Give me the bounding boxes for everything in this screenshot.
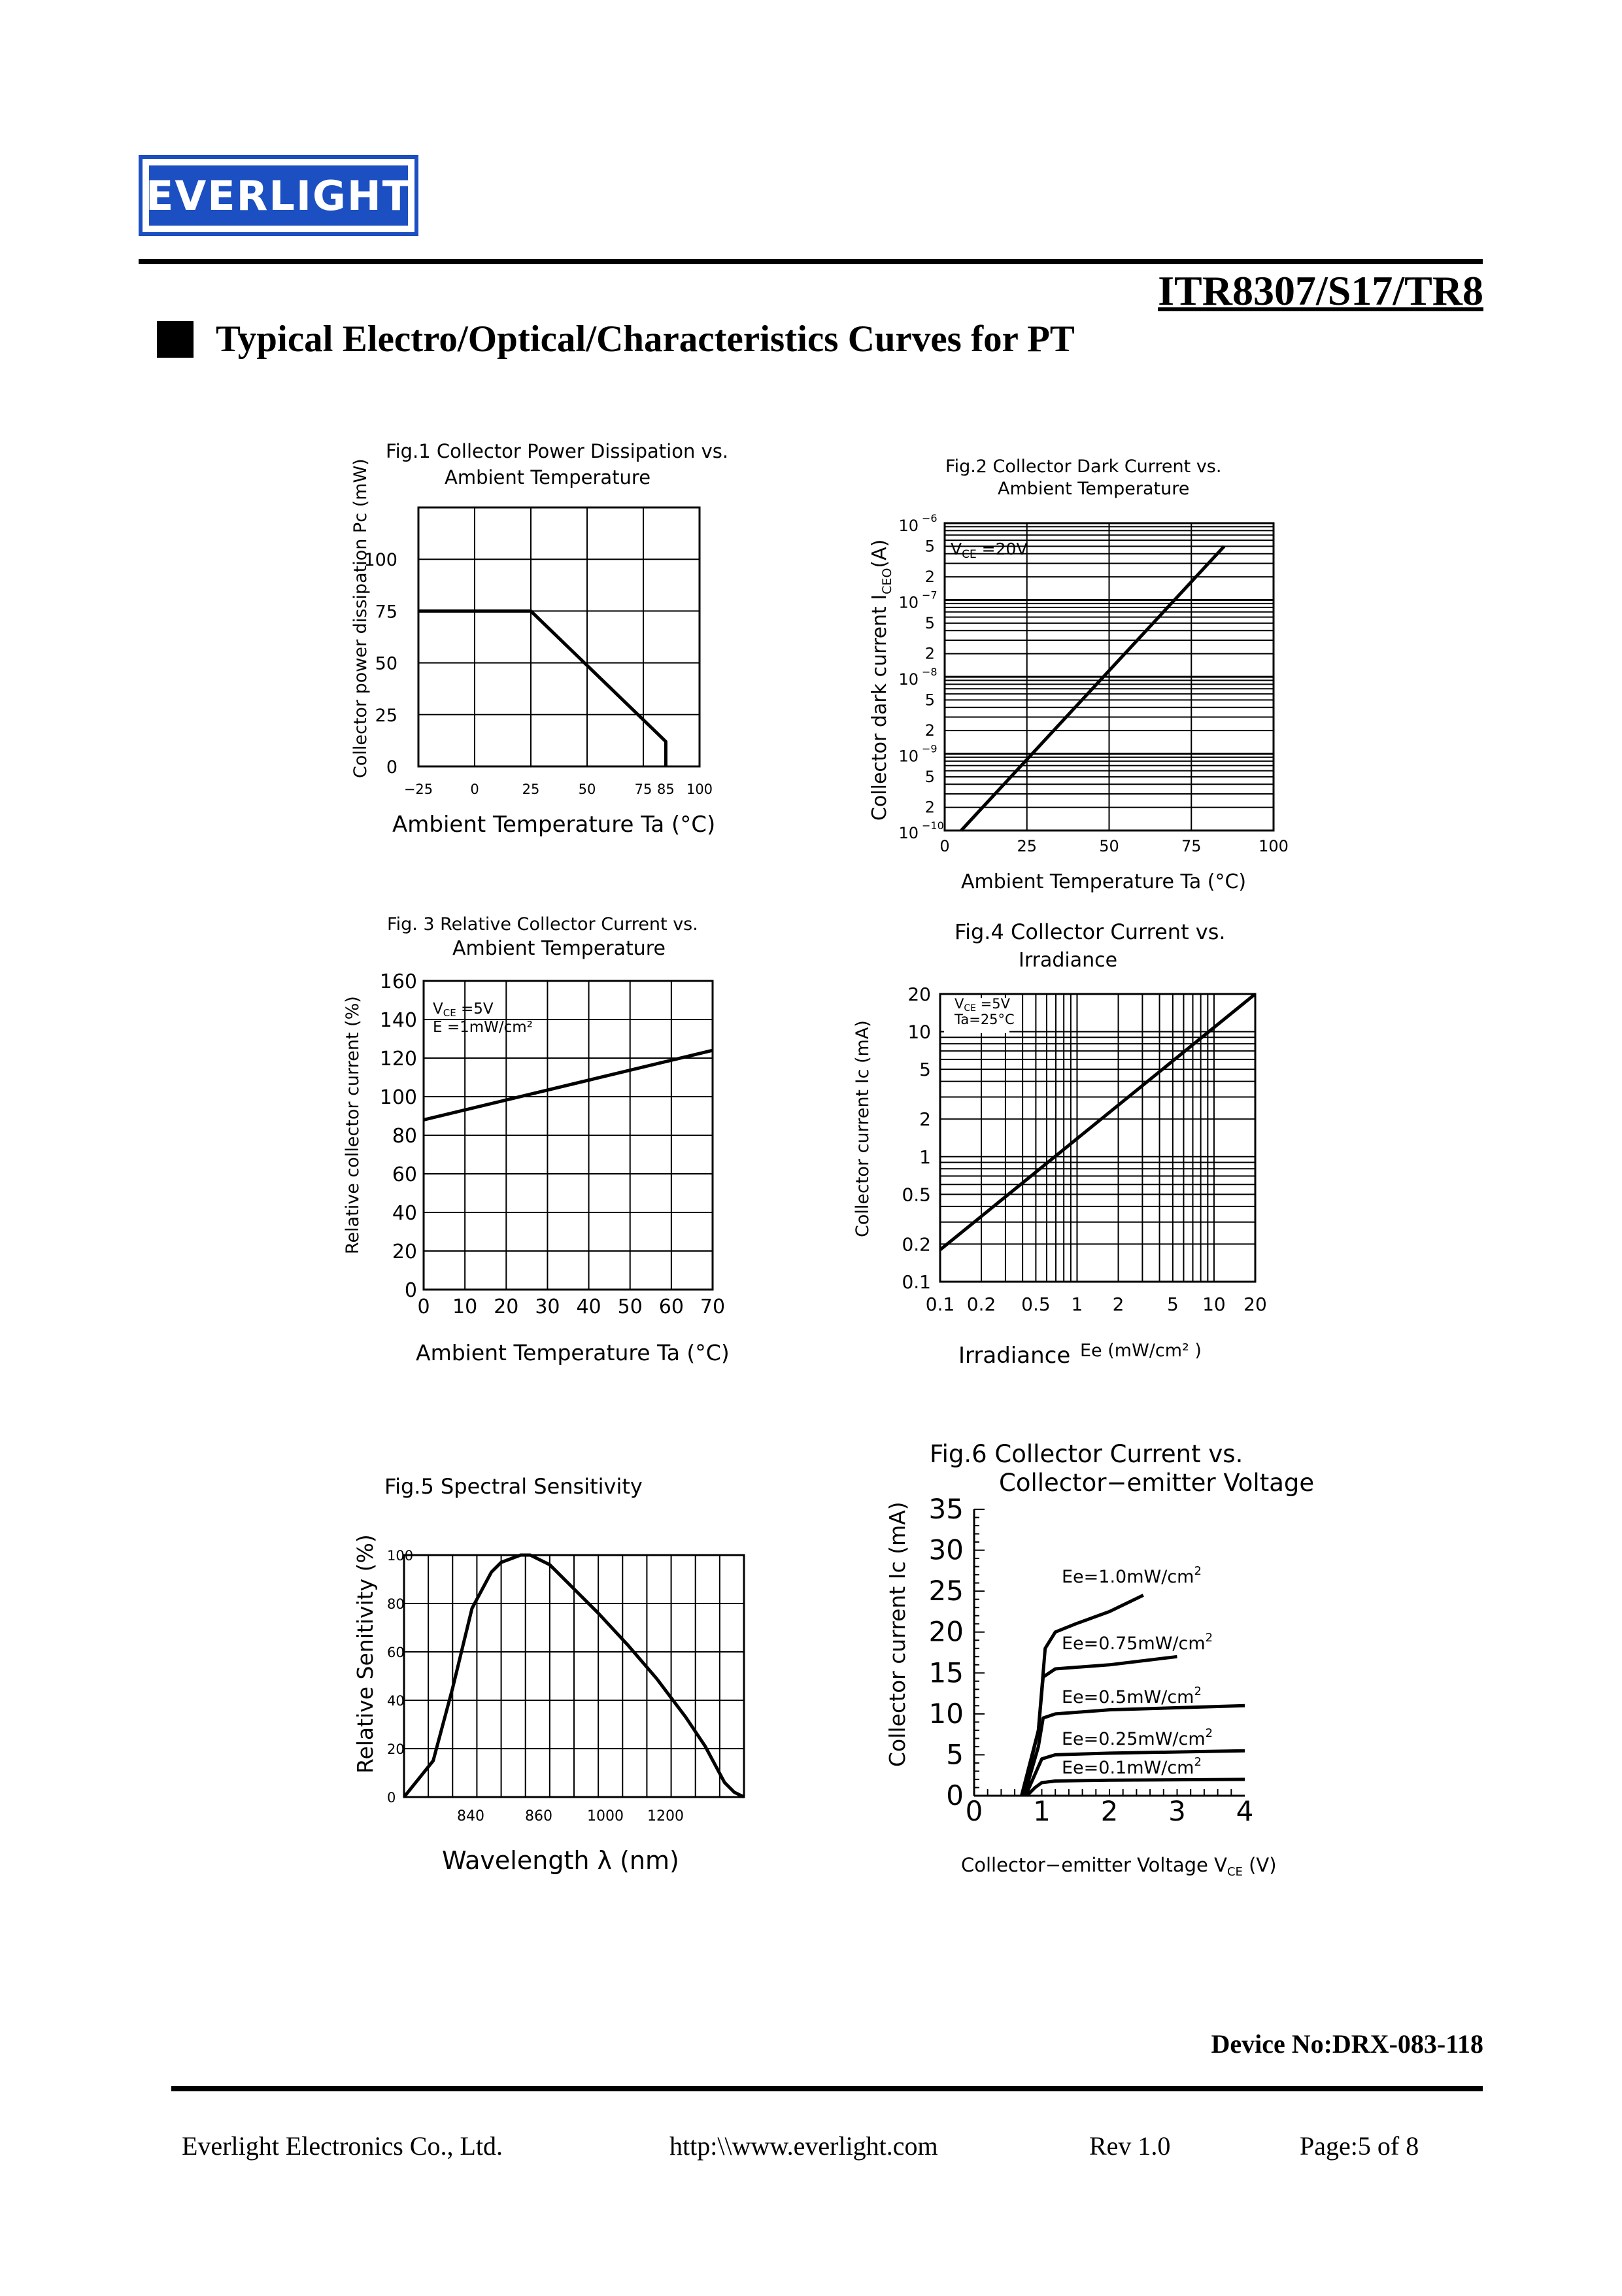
- y-decade-label: 10: [898, 517, 919, 535]
- y-tick-label: 15: [928, 1656, 964, 1689]
- fig4-chart: [853, 919, 1267, 1369]
- annotation-var: V: [951, 540, 962, 558]
- fig1-y-axis-label: Collector power dissipation Pc (mW): [350, 458, 371, 778]
- x-tick-label: 0.2: [966, 1294, 996, 1315]
- y-tick-label: 20: [392, 1241, 417, 1263]
- x-tick-label: 50: [1099, 837, 1119, 855]
- fig3-annotation-line1: [433, 1001, 494, 1019]
- y-tick-label: 40: [387, 1693, 405, 1709]
- y-minor-label: 2: [924, 721, 935, 740]
- fig4-y-axis-label: Collector current Ic (mA): [853, 1020, 873, 1237]
- y-tick-label: 75: [375, 602, 397, 623]
- x-tick-label: 1200: [647, 1808, 684, 1825]
- annotation-sub: CE: [443, 1007, 456, 1019]
- footer-rule: [171, 2086, 1483, 2091]
- x-tick-label: 20: [494, 1295, 519, 1318]
- x-tick-label: 0: [470, 781, 479, 797]
- y-minor-label: 2: [924, 568, 935, 587]
- fig6-series-label: [1062, 1631, 1213, 1654]
- fig3-title-line2: Ambient Temperature: [452, 937, 666, 960]
- fig5-x-axis-label: Wavelength λ (nm): [442, 1846, 679, 1875]
- annotation-sub: CE: [964, 1003, 976, 1014]
- x-tick-label: 860: [525, 1808, 552, 1825]
- y-label-text: Collector dark current I: [868, 594, 891, 821]
- y-minor-label: 5: [924, 691, 935, 710]
- x-tick-label: 10: [1202, 1294, 1226, 1315]
- series-label-superscript: 2: [1194, 1564, 1202, 1578]
- x-tick-label: 0: [417, 1295, 430, 1318]
- fig1-x-axis-label: Ambient Temperature Ta (°C): [392, 812, 716, 838]
- y-tick-label: 5: [919, 1059, 931, 1081]
- x-tick-label: 4: [1236, 1795, 1254, 1827]
- y-tick-label: 0: [404, 1279, 417, 1302]
- y-tick-label: 80: [387, 1596, 405, 1612]
- x-tick-label: 100: [686, 781, 713, 797]
- fig1-series-line: [418, 611, 666, 766]
- fig2-title-line1: Fig.2 Collector Dark Current vs.: [945, 456, 1222, 477]
- x-tick-label: 840: [457, 1808, 484, 1825]
- y-minor-label: 5: [924, 767, 935, 786]
- y-tick-label: 25: [375, 705, 397, 726]
- device-number: Device No:DRX-083-118: [1211, 2029, 1483, 2059]
- y-tick-label: 140: [379, 1009, 417, 1032]
- y-tick-label: 5: [946, 1738, 964, 1771]
- x-tick-label: 75: [1181, 837, 1202, 855]
- model-number: ITR8307/S17/TR8: [1158, 267, 1483, 314]
- series-label-text: Ee=0.25mW/cm: [1062, 1729, 1206, 1749]
- x-tick-label: 5: [1166, 1294, 1179, 1315]
- x-tick-label: 0: [939, 837, 950, 855]
- y-tick-label: 40: [392, 1202, 417, 1225]
- y-decade-label: 10: [898, 670, 919, 689]
- fig1-chart: [350, 440, 728, 838]
- series-label-superscript: 2: [1194, 1685, 1202, 1698]
- x-tick-label: 50: [578, 781, 596, 797]
- x-tick-label: 2: [1100, 1795, 1119, 1827]
- x-tick-label: 40: [576, 1295, 601, 1318]
- fig4-annotation-line1: [955, 996, 1011, 1014]
- x-tick-label: 25: [1017, 837, 1038, 855]
- fig5-title: Fig.5 Spectral Sensitivity: [384, 1474, 643, 1499]
- x-tick-label: 60: [658, 1295, 684, 1318]
- x-tick-label: 0: [965, 1795, 983, 1827]
- y-tick-label: 20: [387, 1741, 405, 1757]
- fig4-title-line2: Irradiance: [1019, 949, 1118, 972]
- y-tick-label: 30: [928, 1534, 964, 1566]
- y-decade-exponent: −8: [922, 666, 938, 678]
- y-minor-label: 5: [924, 613, 935, 632]
- series-label-text: Ee=1.0mW/cm: [1062, 1567, 1194, 1587]
- y-tick-label: 120: [379, 1048, 417, 1071]
- y-tick-label: 0: [386, 757, 397, 778]
- fig6-chart: [885, 1440, 1314, 1879]
- y-decade-exponent: −9: [922, 742, 938, 755]
- footer-company: Everlight Electronics Co., Ltd.: [182, 2131, 503, 2161]
- x-tick-label: 10: [452, 1295, 478, 1318]
- series-label-text: Ee=0.75mW/cm: [1062, 1634, 1206, 1654]
- y-tick-label: 20: [907, 984, 931, 1005]
- fig3-series-line: [424, 1050, 713, 1120]
- y-tick-label: 60: [387, 1645, 405, 1660]
- y-tick-label: 0: [946, 1779, 964, 1811]
- x-tick-label: 0.5: [1021, 1294, 1051, 1315]
- y-label-unit: (A): [868, 539, 891, 568]
- fig6-series-label: [1062, 1564, 1202, 1587]
- fig6-series-line: [1027, 1779, 1245, 1796]
- x-tick-label: 1000: [587, 1808, 624, 1825]
- fig3-annotation-line2: E =1mW/cm²: [433, 1019, 533, 1036]
- x-tick-label: 3: [1168, 1795, 1186, 1827]
- fig3-title-line1: Fig. 3 Relative Collector Current vs.: [387, 914, 698, 934]
- section-title: Typical Electro/Optical/Characteristics Curves for PT: [216, 318, 1075, 360]
- fig2-annotation: [951, 540, 1028, 561]
- x-tick-label: 25: [522, 781, 540, 797]
- fig1-title-line1: Fig.1 Collector Power Dissipation vs.: [386, 440, 729, 462]
- series-label-text: Ee=0.5mW/cm: [1062, 1687, 1194, 1707]
- fig6-series-label: [1062, 1685, 1202, 1707]
- fig4-x-axis-unit-label: Ee (mW/cm² ): [1080, 1341, 1202, 1361]
- footer-url: http:\\www.everlight.com: [669, 2131, 938, 2161]
- y-decade-label: 10: [898, 824, 919, 842]
- y-minor-label: 2: [924, 644, 935, 663]
- y-tick-label: 100: [363, 550, 397, 571]
- y-tick-label: 10: [907, 1021, 931, 1043]
- fig4-title-line1: Fig.4 Collector Current vs.: [955, 919, 1226, 944]
- y-tick-label: 1: [919, 1146, 931, 1168]
- y-tick-label: 0.5: [902, 1184, 931, 1206]
- y-tick-label: 20: [928, 1615, 964, 1648]
- x-tick-label: 75: [634, 781, 652, 797]
- y-tick-label: 10: [928, 1697, 964, 1730]
- y-tick-label: 100: [379, 1086, 417, 1109]
- y-tick-label: 80: [392, 1125, 417, 1148]
- x-tick-label: 1: [1033, 1795, 1051, 1827]
- fig2-y-axis-label: [868, 540, 894, 821]
- fig2-chart: [868, 456, 1289, 893]
- footer-revision: Rev 1.0: [1089, 2131, 1171, 2161]
- y-tick-label: 160: [379, 970, 417, 993]
- y-tick-label: 50: [375, 653, 397, 674]
- fig4-x-axis-label: Irradiance: [958, 1343, 1071, 1369]
- series-label-superscript: 2: [1194, 1755, 1202, 1769]
- y-tick-label: 35: [928, 1493, 964, 1525]
- fig1-title-line2: Ambient Temperature: [445, 466, 651, 488]
- y-decade-label: 10: [898, 747, 919, 766]
- y-tick-label: 100: [387, 1548, 414, 1564]
- fig3-y-axis-label: Relative collector current (%): [343, 996, 363, 1254]
- y-minor-label: 2: [924, 798, 935, 817]
- fig3-x-axis-label: Ambient Temperature Ta (°C): [416, 1340, 730, 1365]
- y-decade-exponent: −6: [922, 512, 938, 524]
- annotation-value: =5V: [456, 1001, 494, 1018]
- fig6-x-axis-label: [961, 1854, 1277, 1879]
- x-tick-label: −25: [403, 781, 433, 797]
- series-label-text: Ee=0.1mW/cm: [1062, 1758, 1194, 1778]
- fig3-chart: [343, 914, 730, 1365]
- x-tick-label: 0.1: [925, 1294, 955, 1315]
- fig6-series-label: [1062, 1755, 1202, 1778]
- fig6-title-line1: Fig.6 Collector Current vs.: [930, 1440, 1243, 1468]
- annotation-var: V: [955, 996, 964, 1012]
- fig6-title-line2: Collector−emitter Voltage: [999, 1469, 1315, 1497]
- fig4-annotation-line2: Ta=25°C: [955, 1012, 1015, 1027]
- y-tick-label: 60: [392, 1163, 417, 1186]
- x-label-text: Collector−emitter Voltage V: [961, 1854, 1227, 1876]
- series-label-superscript: 2: [1205, 1631, 1213, 1645]
- x-tick-label: 70: [700, 1295, 726, 1318]
- y-tick-label: 0.1: [902, 1271, 931, 1293]
- x-tick-label: 30: [535, 1295, 560, 1318]
- fig6-series-label: [1062, 1726, 1213, 1749]
- fig5-y-axis-label: Relative Senitivity (%): [352, 1534, 378, 1773]
- y-tick-label: 0: [387, 1790, 396, 1806]
- x-tick-label: 2: [1112, 1294, 1124, 1315]
- annotation-value: =20V: [976, 540, 1028, 558]
- y-label-sub: CEO: [880, 568, 894, 594]
- x-label-unit: (V): [1242, 1854, 1277, 1876]
- annotation-var: V: [433, 1001, 443, 1018]
- fig2-x-axis-label: Ambient Temperature Ta (°C): [961, 870, 1247, 893]
- footer-page-number: Page:5 of 8: [1300, 2131, 1419, 2161]
- fig6-y-axis-label: Collector current Ic (mA): [885, 1501, 910, 1767]
- x-label-sub: CE: [1226, 1865, 1243, 1879]
- x-tick-label: 100: [1259, 837, 1289, 855]
- y-decade-label: 10: [898, 593, 919, 612]
- y-minor-label: 5: [924, 537, 935, 556]
- y-tick-label: 25: [928, 1575, 964, 1607]
- x-tick-label: 20: [1243, 1294, 1267, 1315]
- y-decade-exponent: −10: [922, 819, 944, 832]
- x-tick-label: 50: [617, 1295, 643, 1318]
- logo-text: EVERLIGHT: [145, 171, 412, 220]
- y-tick-label: 2: [919, 1108, 931, 1131]
- y-decade-exponent: −7: [922, 589, 938, 602]
- series-label-superscript: 2: [1205, 1726, 1213, 1740]
- annotation-value: =5V: [976, 996, 1010, 1012]
- x-tick-label: 1: [1071, 1294, 1083, 1315]
- annotation-sub: CE: [962, 548, 977, 561]
- y-tick-label: 0.2: [902, 1233, 931, 1256]
- fig2-title-line2: Ambient Temperature: [998, 479, 1190, 499]
- fig5-chart: [352, 1474, 744, 1875]
- x-tick-label: 85: [657, 781, 675, 797]
